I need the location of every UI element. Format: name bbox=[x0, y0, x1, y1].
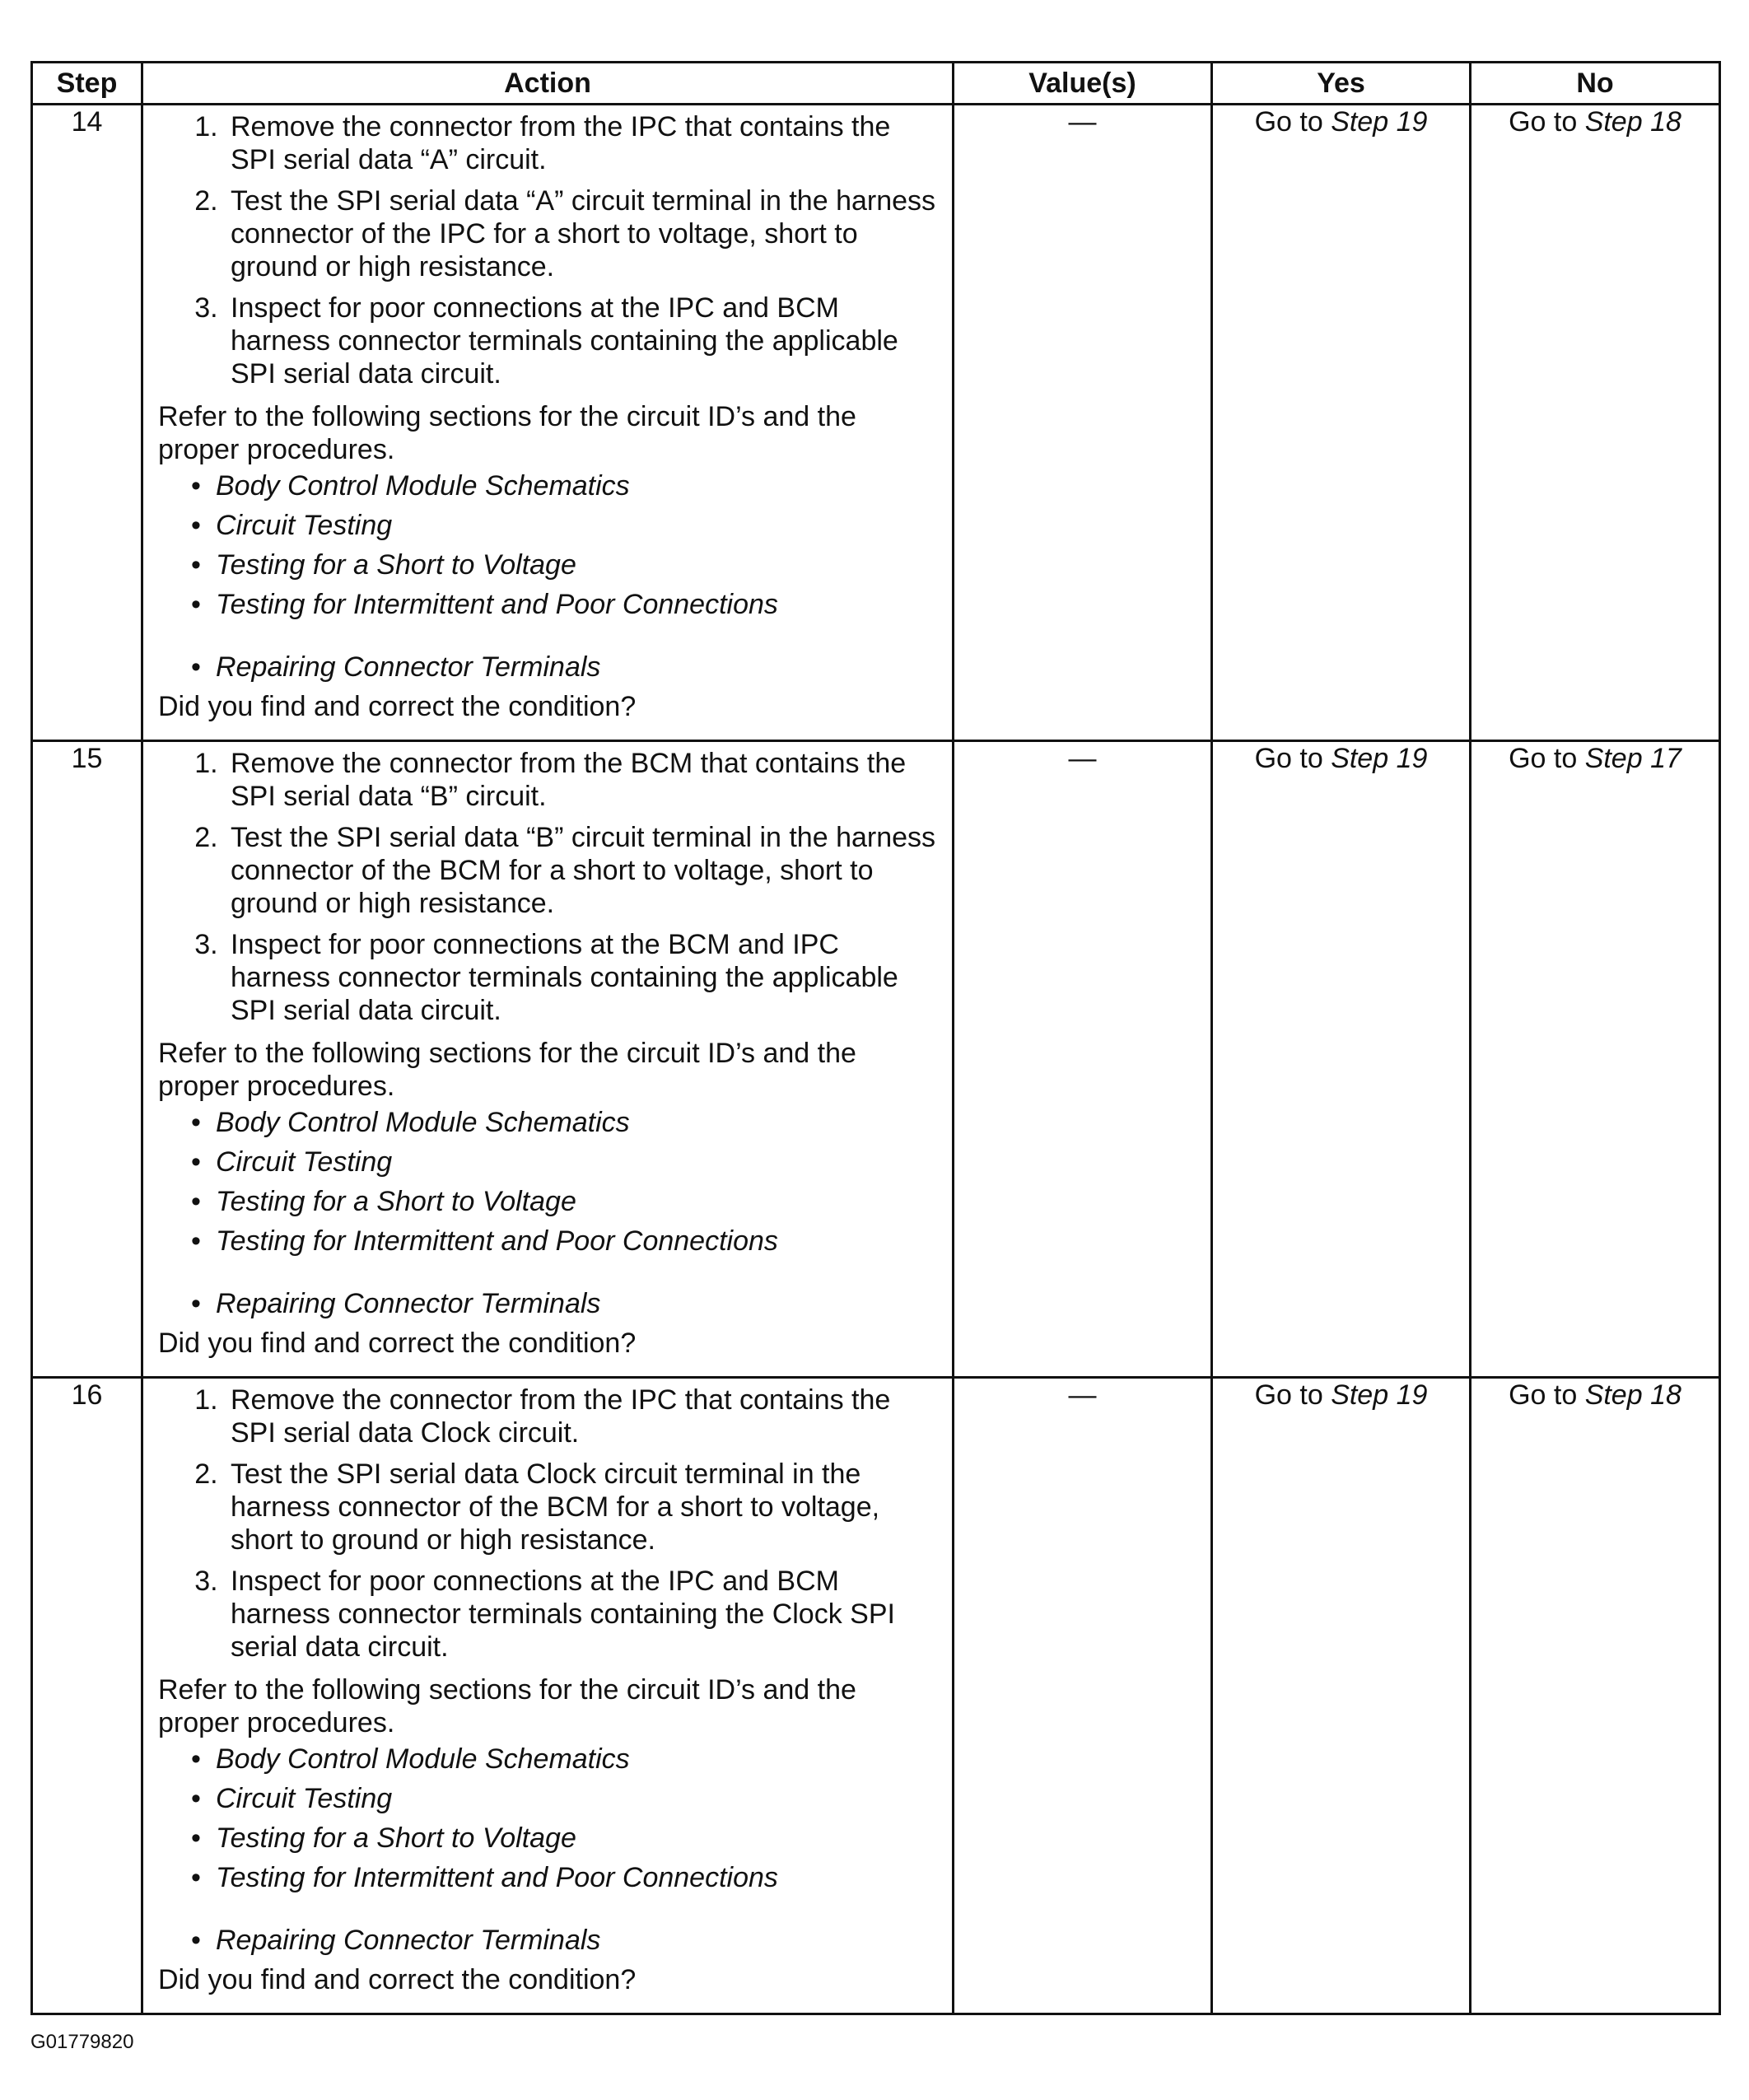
yes-cell bbox=[1212, 105, 1471, 741]
goto-prefix: Go to bbox=[1509, 743, 1585, 774]
value-cell: — bbox=[954, 741, 1212, 1378]
yes-cell bbox=[1212, 741, 1471, 1378]
action-cell bbox=[142, 105, 954, 741]
goto-prefix: Go to bbox=[1509, 1379, 1585, 1411]
header-yes: Yes bbox=[1212, 63, 1471, 105]
no-cell bbox=[1471, 105, 1720, 741]
reference-item: • Testing for a Short to Voltage bbox=[191, 548, 940, 581]
substep-list bbox=[158, 110, 940, 390]
table-row bbox=[32, 105, 1720, 741]
reference-item: • Repairing Connector Terminals bbox=[191, 1924, 940, 1957]
action-cell bbox=[142, 741, 954, 1378]
reference-item: • Testing for Intermittent and Poor Connections bbox=[191, 1861, 940, 1894]
step-number: 16 bbox=[32, 1378, 142, 2014]
goto-step-link: Step 17 bbox=[1584, 743, 1681, 774]
step-number: 14 bbox=[32, 105, 142, 741]
value-cell: — bbox=[954, 105, 1212, 741]
substep-item: 1. Remove the connector from the IPC that contains the SPI serial data Clock circuit. bbox=[226, 1384, 940, 1449]
substep-list bbox=[158, 1384, 940, 1664]
table-row bbox=[32, 1378, 1720, 2014]
header-row bbox=[32, 63, 1720, 105]
header-no: No bbox=[1471, 63, 1720, 105]
question-text: Did you find and correct the condition? bbox=[158, 1964, 637, 1995]
reference-item: • Repairing Connector Terminals bbox=[191, 651, 940, 684]
reference-item: • Body Control Module Schematics bbox=[191, 1106, 940, 1139]
diagnostic-table bbox=[30, 61, 1721, 2015]
goto-step-link: Step 19 bbox=[1331, 1379, 1428, 1411]
substep-item: 1. Remove the connector from the BCM that contains the SPI serial data “B” circuit. bbox=[226, 747, 940, 813]
reference-item: • Circuit Testing bbox=[191, 1782, 940, 1815]
goto-step-link: Step 18 bbox=[1584, 106, 1681, 138]
goto-prefix: Go to bbox=[1509, 106, 1585, 138]
goto-step-link: Step 19 bbox=[1331, 106, 1428, 138]
header-action: Action bbox=[142, 63, 954, 105]
goto-prefix: Go to bbox=[1254, 106, 1332, 138]
substep-item: 2. Test the SPI serial data Clock circuit terminal in the harness connector of the BCM for a short to voltage, short to ground or high resistance. bbox=[226, 1458, 940, 1556]
goto-prefix: Go to bbox=[1254, 1379, 1332, 1411]
refer-text: Refer to the following sections for the circuit ID’s and the proper procedures. bbox=[158, 1674, 856, 1738]
figure-id: G01779820 bbox=[30, 2031, 134, 2053]
reference-item: • Circuit Testing bbox=[191, 1146, 940, 1178]
reference-item: • Repairing Connector Terminals bbox=[191, 1287, 940, 1320]
question-text: Did you find and correct the condition? bbox=[158, 1328, 637, 1359]
substep-item: 2. Test the SPI serial data “A” circuit terminal in the harness connector of the IPC for a short to voltage, short to ground or high resistance. bbox=[226, 184, 940, 283]
refer-text: Refer to the following sections for the circuit ID’s and the proper procedures. bbox=[158, 1038, 856, 1102]
reference-item: • Body Control Module Schematics bbox=[191, 1743, 940, 1776]
header-step: Step bbox=[32, 63, 142, 105]
no-cell bbox=[1471, 741, 1720, 1378]
goto-prefix: Go to bbox=[1254, 743, 1332, 774]
substep-item: 1. Remove the connector from the IPC that contains the SPI serial data “A” circuit. bbox=[226, 110, 940, 176]
reference-list bbox=[158, 1106, 940, 1320]
substep-item: 3. Inspect for poor connections at the IPC and BCM harness connector terminals containing the applicable SPI serial data circuit. bbox=[226, 292, 940, 390]
substep-list bbox=[158, 747, 940, 1027]
reference-item: • Body Control Module Schematics bbox=[191, 469, 940, 502]
yes-cell bbox=[1212, 1378, 1471, 2014]
reference-list bbox=[158, 1743, 940, 1957]
substep-item: 2. Test the SPI serial data “B” circuit terminal in the harness connector of the BCM for a short to voltage, short to ground or high resistance. bbox=[226, 821, 940, 920]
reference-item: • Circuit Testing bbox=[191, 509, 940, 542]
reference-item: • Testing for a Short to Voltage bbox=[191, 1822, 940, 1855]
reference-list bbox=[158, 469, 940, 684]
reference-item: • Testing for Intermittent and Poor Connections bbox=[191, 588, 940, 621]
table-row bbox=[32, 741, 1720, 1378]
goto-step-link: Step 18 bbox=[1584, 1379, 1681, 1411]
substep-item: 3. Inspect for poor connections at the IPC and BCM harness connector terminals containing the Clock SPI serial data circuit. bbox=[226, 1565, 940, 1664]
action-cell bbox=[142, 1378, 954, 2014]
goto-step-link: Step 19 bbox=[1331, 743, 1428, 774]
value-cell: — bbox=[954, 1378, 1212, 2014]
substep-item: 3. Inspect for poor connections at the BCM and IPC harness connector terminals containing the applicable SPI serial data circuit. bbox=[226, 928, 940, 1027]
no-cell bbox=[1471, 1378, 1720, 2014]
reference-item: • Testing for a Short to Voltage bbox=[191, 1185, 940, 1218]
step-number: 15 bbox=[32, 741, 142, 1378]
question-text: Did you find and correct the condition? bbox=[158, 691, 637, 722]
header-values: Value(s) bbox=[954, 63, 1212, 105]
reference-item: • Testing for Intermittent and Poor Connections bbox=[191, 1225, 940, 1258]
refer-text: Refer to the following sections for the circuit ID’s and the proper procedures. bbox=[158, 401, 856, 465]
